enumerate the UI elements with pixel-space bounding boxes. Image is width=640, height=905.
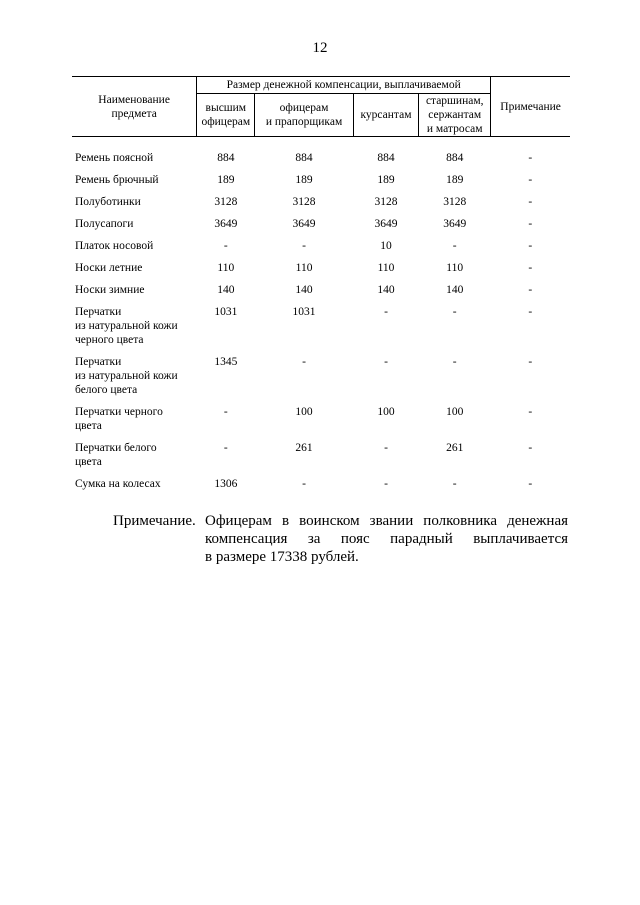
value-cell: - bbox=[223, 406, 228, 418]
note-cell: - bbox=[528, 442, 533, 454]
value-cell: 100 bbox=[446, 406, 464, 418]
footnote-line: Офицерам в воинском звании полковника денежная bbox=[205, 513, 568, 529]
item-name-line: цвета bbox=[75, 420, 102, 432]
value-cell: - bbox=[302, 240, 306, 252]
table-row bbox=[72, 217, 570, 239]
item-name-cell bbox=[72, 283, 197, 305]
item-name-cell bbox=[72, 195, 197, 217]
value-cell: 884 bbox=[217, 152, 235, 164]
value-cell: - bbox=[452, 306, 457, 318]
footnote-line: в размере 17338 рублей. bbox=[205, 549, 359, 565]
note-cell: - bbox=[528, 218, 533, 230]
item-name-line: белого цвета bbox=[75, 384, 138, 396]
value-cell: 140 bbox=[217, 284, 235, 296]
table-row bbox=[72, 441, 570, 477]
note-cell: - bbox=[528, 306, 533, 318]
value-cell: 189 bbox=[377, 174, 395, 186]
note-cell: - bbox=[528, 152, 533, 164]
table-row bbox=[72, 195, 570, 217]
item-name-cell bbox=[72, 151, 197, 173]
item-name-line: Перчатки белого bbox=[75, 442, 157, 454]
footnote-label: Примечание. bbox=[113, 513, 196, 529]
header-officers-warrant: офицерам и прапорщикам bbox=[255, 94, 353, 137]
table-row bbox=[72, 239, 570, 261]
value-cell: - bbox=[384, 356, 388, 368]
value-cell: 140 bbox=[446, 284, 464, 296]
compensation-table bbox=[72, 76, 570, 499]
item-name-line: Перчатки bbox=[75, 356, 122, 368]
value-cell: 189 bbox=[217, 174, 235, 186]
value-cell: 3649 bbox=[374, 218, 398, 230]
value-cell: - bbox=[223, 442, 228, 454]
header-sergeants-sailors: старшинам, сержантам и матросам bbox=[419, 94, 491, 137]
value-cell: - bbox=[384, 478, 388, 490]
value-cell: 3649 bbox=[292, 218, 316, 230]
value-cell: 261 bbox=[446, 442, 464, 454]
value-cell: 189 bbox=[446, 174, 464, 186]
item-name-cell bbox=[72, 217, 197, 239]
item-name-cell bbox=[72, 239, 197, 261]
table-row bbox=[72, 173, 570, 195]
value-cell: 884 bbox=[446, 152, 464, 164]
item-name-line: Полусапоги bbox=[75, 218, 134, 230]
item-name-line: из натуральной кожи bbox=[75, 370, 178, 382]
table-row bbox=[72, 477, 570, 499]
table-row bbox=[72, 355, 570, 405]
item-name-line: Ремень поясной bbox=[75, 152, 154, 164]
item-name-line: Носки зимние bbox=[75, 284, 145, 296]
item-name-line: Перчатки bbox=[75, 306, 122, 318]
value-cell: 140 bbox=[295, 284, 313, 296]
value-cell: 140 bbox=[377, 284, 395, 296]
value-cell: 3128 bbox=[443, 196, 467, 208]
value-cell: - bbox=[452, 240, 457, 252]
value-cell: - bbox=[302, 356, 306, 368]
value-cell: 110 bbox=[446, 262, 464, 274]
item-name-line: Платок носовой bbox=[75, 240, 154, 252]
note-cell: - bbox=[528, 284, 533, 296]
value-cell: 110 bbox=[217, 262, 235, 274]
page-number: 12 bbox=[312, 40, 328, 56]
item-name-cell bbox=[72, 261, 197, 283]
table-row bbox=[72, 405, 570, 441]
item-name-line: Перчатки черного bbox=[75, 406, 163, 418]
item-name-line: Ремень брючный bbox=[75, 174, 159, 186]
value-cell: 261 bbox=[295, 442, 313, 454]
note-cell: - bbox=[528, 240, 533, 252]
note-cell: - bbox=[528, 406, 533, 418]
value-cell: - bbox=[384, 442, 388, 454]
item-name-line: Сумка на колесах bbox=[75, 478, 161, 490]
value-cell: - bbox=[223, 240, 228, 252]
value-cell: 10 bbox=[380, 240, 392, 252]
value-cell: - bbox=[452, 478, 457, 490]
value-cell: 3128 bbox=[292, 196, 316, 208]
note-cell: - bbox=[528, 478, 533, 490]
value-cell: 1345 bbox=[214, 356, 238, 368]
item-name-line: Носки летние bbox=[75, 262, 143, 274]
item-name-line: из натуральной кожи bbox=[75, 320, 178, 332]
value-cell: 884 bbox=[295, 152, 313, 164]
value-cell: - bbox=[384, 306, 388, 318]
note-cell: - bbox=[528, 196, 533, 208]
note-cell: - bbox=[528, 174, 533, 186]
table-row bbox=[72, 151, 570, 173]
item-name-line: черного цвета bbox=[75, 334, 144, 346]
value-cell: 1031 bbox=[292, 306, 316, 318]
footnote-text bbox=[205, 512, 568, 566]
value-cell: 3649 bbox=[214, 218, 238, 230]
item-name-line: Полуботинки bbox=[75, 196, 141, 208]
item-name-cell bbox=[72, 355, 197, 405]
value-cell: 110 bbox=[295, 262, 313, 274]
value-cell: 1306 bbox=[214, 478, 238, 490]
item-name-cell bbox=[72, 305, 197, 355]
table-row bbox=[72, 283, 570, 305]
footnote-line: компенсация за пояс парадный выплачивается bbox=[205, 531, 568, 547]
header-item-name: Наименование предмета bbox=[72, 77, 197, 137]
item-name-cell bbox=[72, 405, 197, 441]
value-cell: 3649 bbox=[443, 218, 467, 230]
value-cell: 110 bbox=[377, 262, 395, 274]
note-cell: - bbox=[528, 262, 533, 274]
value-cell: 1031 bbox=[214, 306, 238, 318]
table-row bbox=[72, 305, 570, 355]
header-note: Примечание bbox=[491, 77, 570, 137]
header-senior-officers: высшим офицерам bbox=[197, 94, 255, 137]
table-row bbox=[72, 261, 570, 283]
note-cell: - bbox=[528, 356, 533, 368]
value-cell: 884 bbox=[377, 152, 395, 164]
value-cell: 3128 bbox=[214, 196, 238, 208]
header-compensation-group: Размер денежной компенсации, выплачиваемой bbox=[197, 77, 491, 94]
value-cell: - bbox=[452, 356, 457, 368]
value-cell: - bbox=[302, 478, 306, 490]
item-name-line: цвета bbox=[75, 456, 102, 468]
value-cell: 100 bbox=[295, 406, 313, 418]
item-name-cell bbox=[72, 477, 197, 499]
value-cell: 189 bbox=[295, 174, 313, 186]
value-cell: 100 bbox=[377, 406, 395, 418]
item-name-cell bbox=[72, 441, 197, 477]
item-name-cell bbox=[72, 173, 197, 195]
value-cell: 3128 bbox=[374, 196, 398, 208]
header-cadets: курсантам bbox=[353, 94, 419, 137]
